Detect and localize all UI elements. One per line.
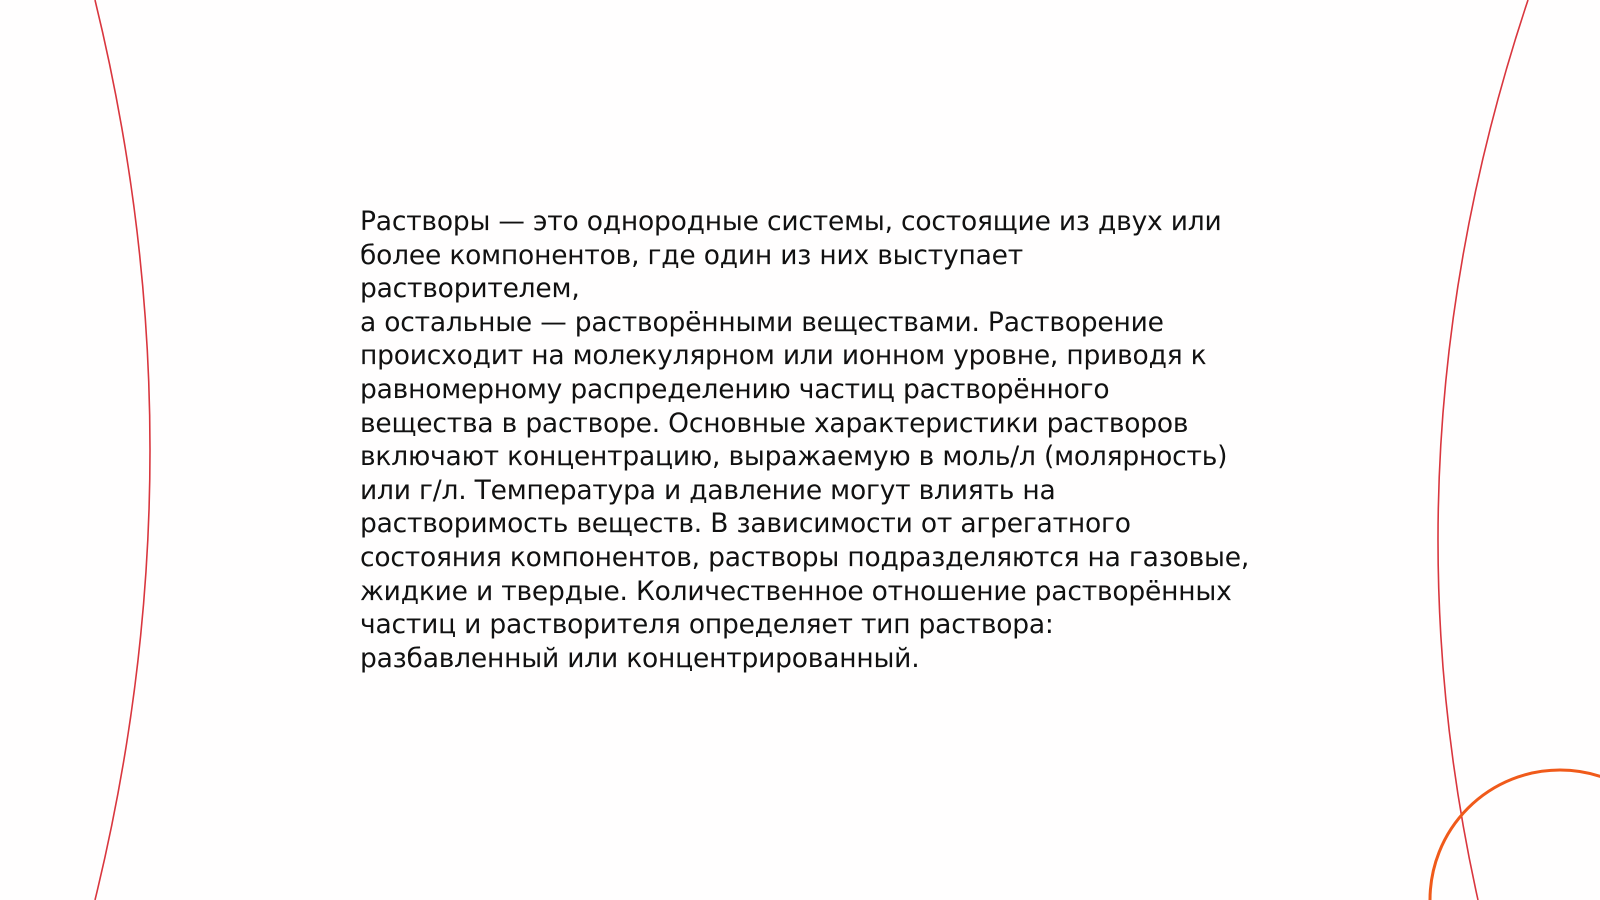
body-text: Растворы — это однородные системы, состоящие из двух или более компонентов, где один из них выступает растворителем, а остальные — растворёнными веществами. Растворение происходит на молекулярном или ионном уровне, приводя к равномерному распределению частиц растворённого вещества в растворе. Основные характеристики растворов включают концентрацию, выражаемую в моль/л (молярность) или г/л. Температура и давление могут влиять на растворимость веществ. В зависимости от агрегатного состояния компонентов, растворы подразделяются на газовые, жидкие и твердые. Количественное отношение растворённых частиц и растворителя определяет тип раствора: разбавленный или концентрированный. [360, 206, 1250, 674]
left-arc [95, 0, 150, 900]
orange-circle [1430, 770, 1600, 900]
right-arc [1438, 0, 1528, 900]
